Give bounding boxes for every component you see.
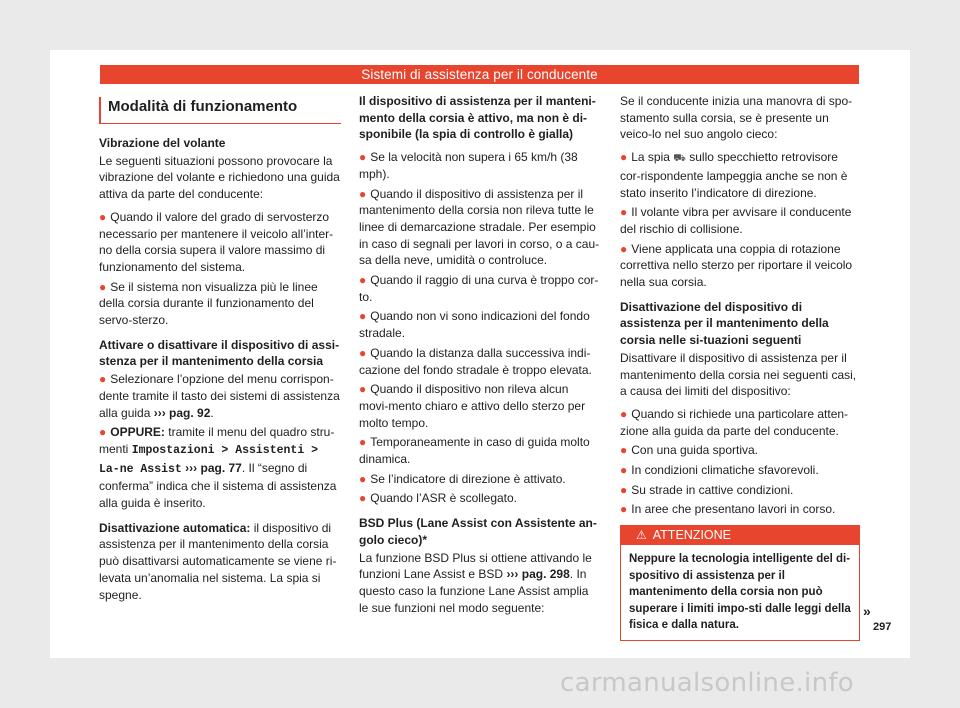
bullet-text: Viene applicata una coppia di rotazione correttiva nello sterzo per riportare il veicolo nella sua corsia.: [620, 241, 853, 290]
bullet-text: Su strade in cattive condizioni.: [631, 482, 794, 497]
bullet-text: In aree che presentano lavori in corso.: [631, 502, 836, 517]
bullet-icon: ●: [359, 471, 367, 486]
bullet-icon: ●: [359, 309, 367, 324]
bullet-text: Quando il dispositivo non rileva alcun movi-mento chiaro e attivo dello sterzo per molto tempo.: [359, 382, 586, 430]
bullet-item: [620, 204, 860, 237]
bullet-text: tramite il menu del quadro stru-menti: [99, 425, 335, 456]
bullet-icon: ●: [99, 209, 107, 224]
bullet-icon: ●: [359, 273, 367, 288]
column-3: [620, 93, 860, 521]
paragraph: Le seguenti situazioni possono provocare la vibrazione del volante e richiedono una guida attiva da parte del conducente:: [99, 153, 340, 202]
paragraph-text: La funzione BSD Plus si ottiene attivando le funzioni Lane Assist e BSD: [359, 550, 592, 582]
bullet-icon: ●: [620, 443, 628, 458]
bullet-text: Il volante vibra per avvisare il conducente del rischio di collisione.: [620, 205, 852, 236]
bullet-text: Quando non vi sono indicazioni del fondo stradale.: [359, 309, 590, 341]
bullet-icon: ●: [359, 435, 367, 450]
option-label: OPPURE:: [110, 425, 165, 440]
chapter-header: Sistemi di assistenza per il conducente: [100, 65, 859, 84]
paragraph-bsd-plus: [359, 550, 601, 617]
column-1: [99, 93, 341, 609]
bullet-icon: ●: [620, 150, 628, 165]
watermark: carmanualsonline.info: [560, 668, 855, 698]
bullet-item: [620, 442, 860, 459]
paragraph-text: . In questo caso la funzione Lane Assist amplia le sue funzioni nel modo seguente:: [359, 567, 589, 615]
section-title: Modalità di funzionamento: [99, 97, 341, 124]
bullet-icon: ●: [620, 406, 628, 421]
bullet-text: La spia: [631, 150, 670, 165]
bullet-icon: ●: [359, 186, 367, 201]
heading-steering-vibration: Vibrazione del volante: [99, 136, 226, 150]
bullet-text: Temporaneamente in caso di guida molto dinamica.: [359, 435, 590, 467]
bullet-icon: ●: [99, 425, 107, 440]
paragraph: Se il conducente inizia una manovra di spo-stamento sulla corsia, se è presente un veico-lo nel suo angolo cieco:: [620, 94, 853, 142]
page-reference-link[interactable]: ››› pag. 92: [153, 405, 211, 420]
warning-header: [621, 526, 859, 545]
column-2: [359, 93, 601, 622]
paragraph-auto-deactivation: [99, 520, 341, 604]
bullet-icon: ●: [620, 205, 628, 220]
bullet-icon: ●: [359, 150, 367, 165]
bullet-item: [359, 381, 601, 431]
warning-icon: ⚠: [636, 528, 647, 542]
manual-page: [50, 50, 910, 658]
bullet-item: [359, 272, 601, 305]
bullet-icon: ●: [620, 482, 628, 497]
bullet-item: [359, 149, 601, 182]
bullet-icon: ●: [99, 372, 107, 387]
heading-bsd-plus: BSD Plus (Lane Assist con Assistente an-golo cieco)*: [359, 516, 597, 547]
bullet-item: [620, 241, 860, 291]
bullet-text: Quando il raggio di una curva è troppo cor-to.: [359, 273, 599, 304]
bullet-item: [99, 424, 341, 512]
bullet-item: [620, 462, 860, 479]
heading-deactivation: Disattivazione del dispositivo di assistenza per il mantenimento della corsia nelle si-tuazioni seguenti: [620, 299, 829, 348]
continue-mark: »: [863, 603, 871, 619]
menu-path: Impostazioni > Assistenti > La-ne Assist: [99, 443, 319, 476]
heading-active-unavailable: Il dispositivo di assistenza per il manteni-mento della corsia è attivo, ma non è di-sponibile (la spia di controllo è gialla): [359, 94, 596, 142]
bullet-item: [620, 149, 860, 201]
bullet-icon: ●: [620, 241, 628, 256]
bullet-text: Con una guida sportiva.: [631, 443, 758, 458]
bullet-icon: ●: [359, 382, 367, 397]
heading-toggle-lane-assist: Attivare o disattivare il dispositivo di assi-stenza per il mantenimento della corsia: [99, 337, 340, 369]
paragraph-text: il dispositivo di assistenza per il mantenimento della corsia può disattivarsi automaticamente se viene ri-levata un’anomalia nel sistema. La spia si spegne.: [99, 520, 337, 602]
bullet-item: [620, 406, 860, 439]
bullet-item: [99, 209, 341, 276]
inline-heading: Disattivazione automatica:: [99, 520, 251, 535]
bullet-text: Quando l’ASR è scollegato.: [370, 491, 518, 506]
bullet-text: Quando il dispositivo di assistenza per il mantenimento della corsia non rileva tutte le linee di demarcazione stradale. Per esempio in caso di segnali per lavori in corso, o a cau-sa della neve, umidità o controluce.: [359, 186, 600, 268]
bullet-text: Se la velocità non supera i 65 km/h (38 mph).: [359, 150, 578, 181]
bullet-text: . Il “segno di conferma” indica che il sistema di assistenza alla guida è inserito.: [99, 460, 337, 511]
page-number: 297: [873, 621, 892, 633]
bullet-item: [620, 482, 860, 499]
bullet-text: Quando il valore del grado di servosterzo necessario per mantenere il veicolo all’inter-no della corsia supera il valore massimo di funzionamento del sistema.: [99, 209, 334, 274]
page-reference-link[interactable]: ››› pag. 298: [506, 567, 570, 582]
bullet-icon: ●: [359, 345, 367, 360]
bullet-text: Se il sistema non visualizza più le linee della corsia durante il funzionamento del servo-sterzo.: [99, 279, 318, 328]
bullet-text: sullo specchietto retrovisore cor-rispondente lampeggia anche se non è stato inserito l’indicatore di direzione.: [620, 150, 848, 200]
bullet-item: [359, 471, 601, 488]
bullet-icon: ●: [620, 463, 628, 478]
paragraph: Disattivare il dispositivo di assistenza per il mantenimento della corsia nei seguenti casi, a causa dei limiti del dispositivo:: [620, 350, 857, 399]
bullet-text: In condizioni climatiche sfavorevoli.: [631, 463, 819, 478]
bullet-item: [620, 501, 860, 518]
bullet-item: [359, 345, 601, 378]
bullet-icon: ●: [99, 279, 107, 294]
page-reference-link[interactable]: ››› pag. 77: [185, 460, 242, 475]
bullet-item: [359, 186, 601, 270]
bullet-icon: ●: [359, 491, 367, 506]
bullet-item: ● Selezionare l’opzione del menu corrispon-dente tramite il tasto dei sistemi di assistenza alla guida ››› pag. 92.: [99, 372, 340, 420]
bullet-item: [359, 434, 601, 467]
warning-text: Neppure la tecnologia intelligente del di-spositivo di assistenza per il mantenimento della corsia non può superare i limiti impo-sti dalle leggi della fisica e dalla natura.: [629, 553, 851, 632]
warning-box: [620, 525, 860, 641]
bullet-text: Se l’indicatore di direzione è attivato.: [370, 471, 566, 486]
bullet-icon: ●: [620, 502, 628, 517]
bullet-text: Quando la distanza dalla successiva indi-cazione del fondo stradale è troppo elevata.: [359, 345, 592, 377]
bullet-text: Quando si richiede una particolare atten-zione alla guida da parte del conducente.: [620, 406, 849, 438]
bullet-item: [359, 308, 601, 341]
blind-spot-warning-icon: ⛟: [673, 153, 686, 165]
bullet-item: [99, 279, 341, 329]
bullet-text: Selezionare l’opzione del menu corrispon-dente tramite il tasto dei sistemi di assistenza alla guida: [99, 372, 340, 420]
bullet-item: [359, 490, 601, 507]
warning-title: ATTENZIONE: [652, 528, 732, 542]
